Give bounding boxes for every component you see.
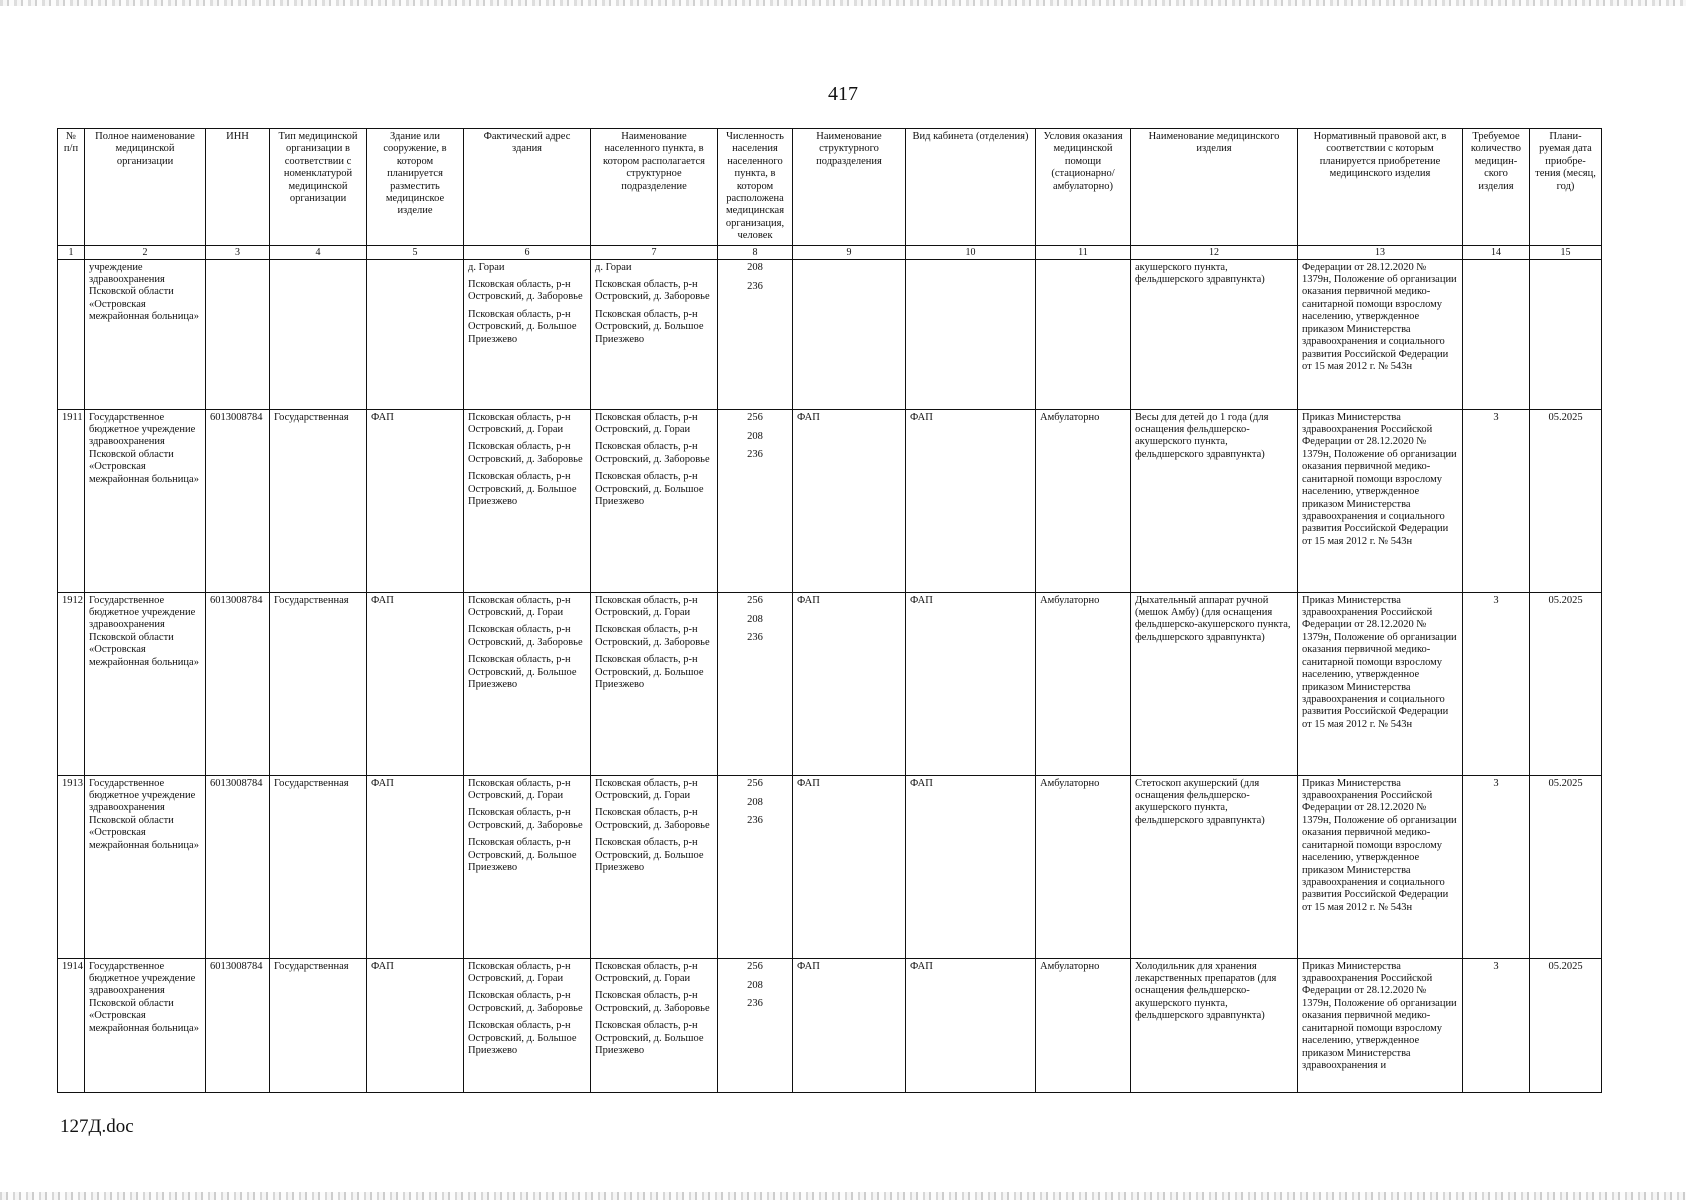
cell-cabinet: ФАП xyxy=(906,775,1036,958)
header-cell: Условия оказания медицинской помощи (стационарно/ амбулаторно) xyxy=(1036,129,1131,246)
place-line: д. Гораи xyxy=(595,261,632,273)
cell-date: 05.2025 xyxy=(1530,958,1602,1092)
address-line: Псковская область, р-н Островский, д. Большое Приезжево xyxy=(468,308,577,345)
header-cell: Наименование медицинского изделия xyxy=(1131,129,1298,246)
cell-population xyxy=(718,592,793,775)
cell-cabinet: ФАП xyxy=(906,592,1036,775)
population-value: 208 xyxy=(747,979,763,991)
column-number: 12 xyxy=(1131,245,1298,259)
cell-building: ФАП xyxy=(367,775,464,958)
header-cell: Численность населения населенного пункта, в котором расположена медицинская организация, человек xyxy=(718,129,793,246)
cell-device: Весы для детей до 1 года (для оснащения фельдшерско-акушерского пункта, фельдшерского здравпункта) xyxy=(1131,409,1298,592)
address-line: Псковская область, р-н Островский, д. Заборовье xyxy=(468,624,583,648)
place-line: Псковская область, р-н Островский, д. Большое Приезжево xyxy=(595,308,704,345)
cell-place xyxy=(591,775,718,958)
cell-cabinet: ФАП xyxy=(906,958,1036,1092)
column-number: 2 xyxy=(85,245,206,259)
cell-building xyxy=(367,259,464,409)
column-number: 1 xyxy=(58,245,85,259)
cell-type: Государственная xyxy=(270,592,367,775)
cell-inn: 6013008784 xyxy=(206,775,270,958)
cell-num xyxy=(58,259,85,409)
cell-qty: 3 xyxy=(1463,409,1530,592)
cell-org: Государственное бюджетное учреждение здравоохранения Псковской области «Островская межрайонная больница» xyxy=(85,958,206,1092)
cell-population xyxy=(718,958,793,1092)
address-line: Псковская область, р-н Островский, д. Заборовье xyxy=(468,807,583,831)
address-line: Псковская область, р-н Островский, д. Заборовье xyxy=(468,990,583,1014)
cell-place xyxy=(591,958,718,1092)
place-line: Псковская область, р-н Островский, д. Гораи xyxy=(595,594,698,619)
cell-act: Федерации от 28.12.2020 № 1379н, Положение об организации оказания первичной медико-санитарной помощи взрослому населению, утвержденное приказом Министерства здравоохранения и социального развития Российской Федерации от 15 мая 2012 г. № 543н xyxy=(1298,259,1463,409)
population-value: 236 xyxy=(747,815,763,827)
population-value: 208 xyxy=(747,261,763,273)
header-cell: Фактический адрес здания xyxy=(464,129,591,246)
cell-population xyxy=(718,409,793,592)
place-line: Псковская область, р-н Островский, д. Большое Приезжево xyxy=(595,654,704,691)
column-number: 11 xyxy=(1036,245,1131,259)
address-line: д. Гораи xyxy=(468,261,505,273)
cell-conditions: Амбулаторно xyxy=(1036,958,1131,1092)
header-cell: № п/п xyxy=(58,129,85,246)
table-row xyxy=(58,958,1602,1092)
place-line: Псковская область, р-н Островский, д. Заборовье xyxy=(595,279,710,303)
place-line: Псковская область, р-н Островский, д. Заборовье xyxy=(595,441,710,465)
cell-act: Приказ Министерства здравоохранения Российской Федерации от 28.12.2020 № 1379н, Положение об организации оказания первичной медико-санитарной помощи взрослому населению, утвержденное приказом Министерства здравоохранения и социального развития Российской Федерации от 15 мая 2012 г. № 543н xyxy=(1298,592,1463,775)
cell-unit: ФАП xyxy=(793,409,906,592)
cell-date: 05.2025 xyxy=(1530,409,1602,592)
cell-cabinet: ФАП xyxy=(906,409,1036,592)
cell-population xyxy=(718,259,793,409)
cell-type xyxy=(270,259,367,409)
cell-population xyxy=(718,775,793,958)
cell-conditions: Амбулаторно xyxy=(1036,409,1131,592)
cell-address xyxy=(464,958,591,1092)
population-value: 256 xyxy=(747,777,763,789)
place-line: Псковская область, р-н Островский, д. Заборовье xyxy=(595,624,710,648)
population-value: 256 xyxy=(747,960,763,972)
column-number: 10 xyxy=(906,245,1036,259)
place-line: Псковская область, р-н Островский, д. Заборовье xyxy=(595,807,710,831)
address-line: Псковская область, р-н Островский, д. Гораи xyxy=(468,594,571,619)
cell-conditions: Амбулаторно xyxy=(1036,592,1131,775)
population-value: 208 xyxy=(747,430,763,442)
header-row xyxy=(58,129,1602,246)
header-cell: Наименование структурного подразделения xyxy=(793,129,906,246)
cell-unit: ФАП xyxy=(793,775,906,958)
header-cell: Здание или сооружение, в котором планируется разместить медицинское изделие xyxy=(367,129,464,246)
cell-org: учреждение здравоохранения Псковской области «Островская межрайонная больница» xyxy=(85,259,206,409)
address-line: Псковская область, р-н Островский, д. Гораи xyxy=(468,411,571,436)
place-line: Псковская область, р-н Островский, д. Гораи xyxy=(595,411,698,436)
cell-type: Государственная xyxy=(270,775,367,958)
address-line: Псковская область, р-н Островский, д. Заборовье xyxy=(468,441,583,465)
place-line: Псковская область, р-н Островский, д. Гораи xyxy=(595,777,698,802)
cell-num: 1914 xyxy=(58,958,85,1092)
column-number: 3 xyxy=(206,245,270,259)
table-row xyxy=(58,775,1602,958)
population-value: 256 xyxy=(747,594,763,606)
cell-device: акушерского пункта, фельдшерского здравпункта) xyxy=(1131,259,1298,409)
cell-device: Холодильник для хранения лекарственных препаратов (для оснащения фельдшерско-акушерского пункта, фельдшерского здравпункта) xyxy=(1131,958,1298,1092)
cell-inn: 6013008784 xyxy=(206,409,270,592)
cell-date: 05.2025 xyxy=(1530,775,1602,958)
cell-num: 1911 xyxy=(58,409,85,592)
cell-address xyxy=(464,592,591,775)
population-value: 236 xyxy=(747,998,763,1010)
column-number-row xyxy=(58,245,1602,259)
cell-conditions xyxy=(1036,259,1131,409)
cell-inn xyxy=(206,259,270,409)
table-row xyxy=(58,409,1602,592)
cell-act: Приказ Министерства здравоохранения Российской Федерации от 28.12.2020 № 1379н, Положение об организации оказания первичной медико-санитарной помощи взрослому населению, утвержденное приказом Министерства здравоохранения и социального развития Российской Федерации от 15 мая 2012 г. № 543н xyxy=(1298,775,1463,958)
table-row xyxy=(58,592,1602,775)
cell-act: Приказ Министерства здравоохранения Российской Федерации от 28.12.2020 № 1379н, Положение об организации оказания первичной медико-санитарной помощи взрослому населению, утвержденное приказом Министерства здравоохранения и социального развития Российской Федерации от 15 мая 2012 г. № 543н xyxy=(1298,409,1463,592)
population-value: 256 xyxy=(747,411,763,423)
place-line: Псковская область, р-н Островский, д. Заборовье xyxy=(595,990,710,1014)
population-value: 236 xyxy=(747,449,763,461)
cell-conditions: Амбулаторно xyxy=(1036,775,1131,958)
cell-date xyxy=(1530,259,1602,409)
header-cell: Требуемое количество медицин-ского изделия xyxy=(1463,129,1530,246)
cell-building: ФАП xyxy=(367,958,464,1092)
population-value: 236 xyxy=(747,632,763,644)
cell-qty: 3 xyxy=(1463,958,1530,1092)
column-number: 14 xyxy=(1463,245,1530,259)
cell-unit xyxy=(793,259,906,409)
cell-date: 05.2025 xyxy=(1530,592,1602,775)
cell-address xyxy=(464,409,591,592)
cell-org: Государственное бюджетное учреждение здравоохранения Псковской области «Островская межрайонная больница» xyxy=(85,775,206,958)
equipment-table xyxy=(57,128,1602,1093)
cell-unit: ФАП xyxy=(793,958,906,1092)
cell-place xyxy=(591,259,718,409)
header-cell: Нормативный правовой акт, в соответствии с которым планируется приобретение медицинского изделия xyxy=(1298,129,1463,246)
cell-qty: 3 xyxy=(1463,775,1530,958)
address-line: Псковская область, р-н Островский, д. Большое Приезжево xyxy=(468,654,577,691)
cell-place xyxy=(591,409,718,592)
header-cell: Наименование населенного пункта, в котором располагается структурное подразделение xyxy=(591,129,718,246)
population-value: 208 xyxy=(747,613,763,625)
header-cell: Тип медицинской организации в соответствии с номенклатурой медицинской организации xyxy=(270,129,367,246)
cell-qty: 3 xyxy=(1463,592,1530,775)
cell-cabinet xyxy=(906,259,1036,409)
population-value: 208 xyxy=(747,796,763,808)
footer-filename: 127Д.doc xyxy=(60,1116,134,1137)
cell-act: Приказ Министерства здравоохранения Российской Федерации от 28.12.2020 № 1379н, Положение об организации оказания первичной медико-санитарной помощи взрослому населению, утвержденное приказом Министерства здравоохранения и xyxy=(1298,958,1463,1092)
header-cell: Плани-руемая дата приобре-тения (месяц, год) xyxy=(1530,129,1602,246)
address-line: Псковская область, р-н Островский, д. Гораи xyxy=(468,960,571,985)
cell-address xyxy=(464,775,591,958)
column-number: 4 xyxy=(270,245,367,259)
cell-device: Стетоскоп акушерский (для оснащения фельдшерско-акушерского пункта, фельдшерского здравпункта) xyxy=(1131,775,1298,958)
scan-noise-bottom xyxy=(0,1192,1686,1200)
cell-num: 1913 xyxy=(58,775,85,958)
cell-org: Государственное бюджетное учреждение здравоохранения Псковской области «Островская межрайонная больница» xyxy=(85,592,206,775)
cell-type: Государственная xyxy=(270,958,367,1092)
place-line: Псковская область, р-н Островский, д. Большое Приезжево xyxy=(595,471,704,508)
address-line: Псковская область, р-н Островский, д. Большое Приезжево xyxy=(468,1020,577,1057)
header-cell: Вид кабинета (отделения) xyxy=(906,129,1036,246)
address-line: Псковская область, р-н Островский, д. Большое Приезжево xyxy=(468,837,577,874)
cell-building: ФАП xyxy=(367,409,464,592)
cell-type: Государственная xyxy=(270,409,367,592)
address-line: Псковская область, р-н Островский, д. Большое Приезжево xyxy=(468,471,577,508)
cell-num: 1912 xyxy=(58,592,85,775)
column-number: 9 xyxy=(793,245,906,259)
cell-qty xyxy=(1463,259,1530,409)
column-number: 15 xyxy=(1530,245,1602,259)
column-number: 5 xyxy=(367,245,464,259)
cell-address xyxy=(464,259,591,409)
place-line: Псковская область, р-н Островский, д. Большое Приезжево xyxy=(595,837,704,874)
table-row-continued xyxy=(58,259,1602,409)
address-line: Псковская область, р-н Островский, д. Гораи xyxy=(468,777,571,802)
column-number: 6 xyxy=(464,245,591,259)
place-line: Псковская область, р-н Островский, д. Гораи xyxy=(595,960,698,985)
header-cell: ИНН xyxy=(206,129,270,246)
population-value: 236 xyxy=(747,280,763,292)
cell-place xyxy=(591,592,718,775)
cell-unit: ФАП xyxy=(793,592,906,775)
address-line: Псковская область, р-н Островский, д. Заборовье xyxy=(468,279,583,303)
cell-inn: 6013008784 xyxy=(206,592,270,775)
cell-org: Государственное бюджетное учреждение здравоохранения Псковской области «Островская межрайонная больница» xyxy=(85,409,206,592)
cell-device: Дыхательный аппарат ручной (мешок Амбу) (для оснащения фельдшерско-акушерского пункта, фельдшерского здравпункта) xyxy=(1131,592,1298,775)
column-number: 8 xyxy=(718,245,793,259)
header-cell: Полное наименование медицинской организации xyxy=(85,129,206,246)
cell-inn: 6013008784 xyxy=(206,958,270,1092)
cell-building: ФАП xyxy=(367,592,464,775)
column-number: 13 xyxy=(1298,245,1463,259)
scan-noise-top xyxy=(0,0,1686,6)
column-number: 7 xyxy=(591,245,718,259)
page-number: 417 xyxy=(828,83,858,105)
place-line: Псковская область, р-н Островский, д. Большое Приезжево xyxy=(595,1020,704,1057)
